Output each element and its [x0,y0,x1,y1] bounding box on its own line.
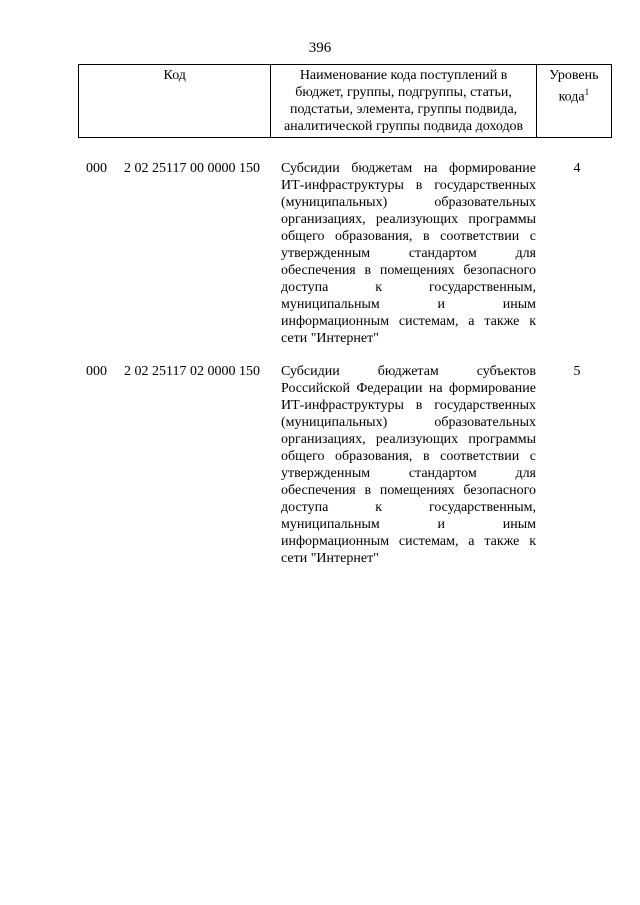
header-level-label: Уровень кода [549,68,599,105]
header-code: Код [79,65,271,138]
row-name: Субсидии бюджетам на формирование ИТ-инфраструктуры в государственных (муниципальных) образовательных организациях, реализующих программы общего образования, в соответствии с утвержденным стандартом для обеспечения в помещениях безопасного доступа к государственным, муниципальным и иным информационным системам, а также к сети "Интернет" [281,161,536,346]
row-admin-code: 000 [86,364,107,379]
table-header [78,64,612,138]
page-number: 396 [308,40,332,56]
row-income-code: 2 02 25117 00 0000 150 [124,161,260,176]
row-level: 5 [573,364,581,379]
row-level: 4 [573,161,581,176]
row-admin-code: 000 [86,161,107,176]
row-income-code: 2 02 25117 02 0000 150 [124,364,260,379]
row-name: Субсидии бюджетам субъектов Российской Федерации на формирование ИТ-инфраструктуры в государственных (муниципальных) образовательных организациях, реализующих программы общего образования, в соответствии с утвержденным стандартом для обеспечения в помещениях безопасного доступа к государственным, муниципальным и иным информационным системам, а также к сети "Интернет" [281,364,536,566]
header-name: Наименование кода поступлений в бюджет, группы, подгруппы, статьи, подстатьи, элемента, группы подвида, аналитической группы подвида доходов [271,65,536,138]
footnote-marker: 1 [584,87,590,97]
header-level [536,65,611,138]
